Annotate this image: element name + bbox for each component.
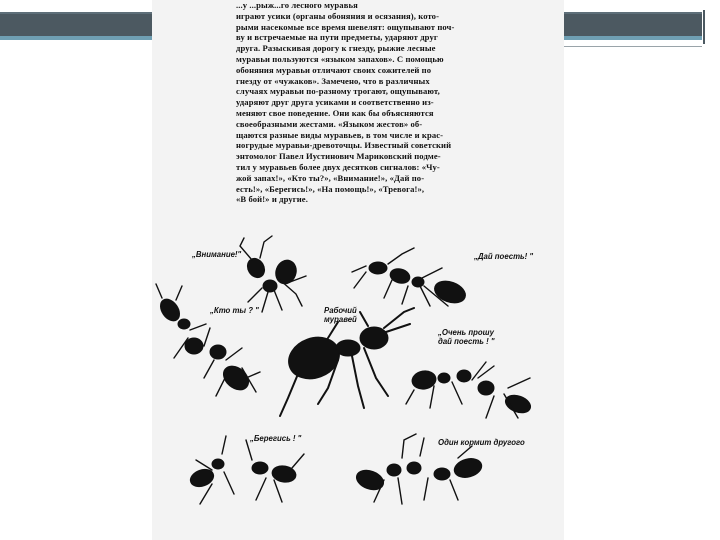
text-line: «В бой!» и другие. xyxy=(236,194,308,205)
text-line: гнезду от «чужаков». Замечено, что в различных xyxy=(236,75,430,86)
text-line: друга. Разыскивая дорогу к гнезду, рыжие лесные xyxy=(236,43,436,54)
ant-illustrations xyxy=(152,228,564,540)
ant-who-are-you-drawing xyxy=(156,284,260,396)
text-line: ударяют друг друга усиками и соответственно из- xyxy=(236,97,434,108)
text-line: своеобразными жестами. «Языком жестов» об- xyxy=(236,118,423,129)
text-line: меняют свое поведение. Они как бы объясняются xyxy=(236,107,434,118)
text-line: играют усики (органы обоняния и осязания), кото- xyxy=(236,10,440,21)
worker-ant-drawing xyxy=(280,308,414,416)
header-bar-end xyxy=(703,10,720,44)
text-line: ...у ...рыж...го лесного муравья xyxy=(236,0,358,10)
text-line: муравьи пользуются «языком запахов». С помощью xyxy=(236,53,444,64)
scanned-book-page xyxy=(152,0,564,540)
text-line: ву и встречаемые на пути предметы, ударяют друг xyxy=(236,32,438,43)
text-line: щаются разные виды муравьев, в том числе и крас- xyxy=(236,129,444,140)
label-attention: „Внимание!" xyxy=(192,250,242,259)
label-give-eat: „Дай поесть! " xyxy=(474,252,534,261)
label-beware: „Берегись ! " xyxy=(250,434,302,443)
label-worker-ant: Рабочий муравей xyxy=(324,306,357,324)
label-who-are-you: „Кто ты ? " xyxy=(210,306,259,315)
text-line: обоняния муравьи отличают своих сожителей по xyxy=(236,64,432,75)
text-line: рыми насекомые все время шевелят: ощупывают поч- xyxy=(236,21,455,32)
ant-please-give-drawing xyxy=(406,362,533,418)
text-line: энтомолог Павел Иустинович Мариковский подме- xyxy=(236,151,441,162)
ant-drawings xyxy=(152,228,564,540)
ant-give-eat-drawing xyxy=(352,248,468,307)
ant-attention-drawing xyxy=(240,236,306,312)
text-line: жой запах!», «Кто ты?», «Внимание!», «Дай по- xyxy=(236,172,425,183)
header-thin-rule xyxy=(560,46,702,47)
ant-beware-drawing xyxy=(188,436,304,504)
label-feeds-another: Один кормит другого xyxy=(438,438,525,447)
text-line: случаях муравьи по-разному трогают, ощупывают, xyxy=(236,86,440,97)
label-please-give: „Очень прошу дай поесть ! " xyxy=(438,328,495,346)
header-accent-left xyxy=(0,36,152,40)
text-line: ногрудые муравьи-древоточцы. Известный советский xyxy=(236,140,452,151)
header-accent-right xyxy=(560,36,702,40)
text-line: тил у муравьев более двух десятков сигналов: «Чу- xyxy=(236,161,440,172)
page-text xyxy=(236,0,558,205)
text-line: есть!», «Берегись!», «На помощь!», «Тревога!», xyxy=(236,183,425,194)
